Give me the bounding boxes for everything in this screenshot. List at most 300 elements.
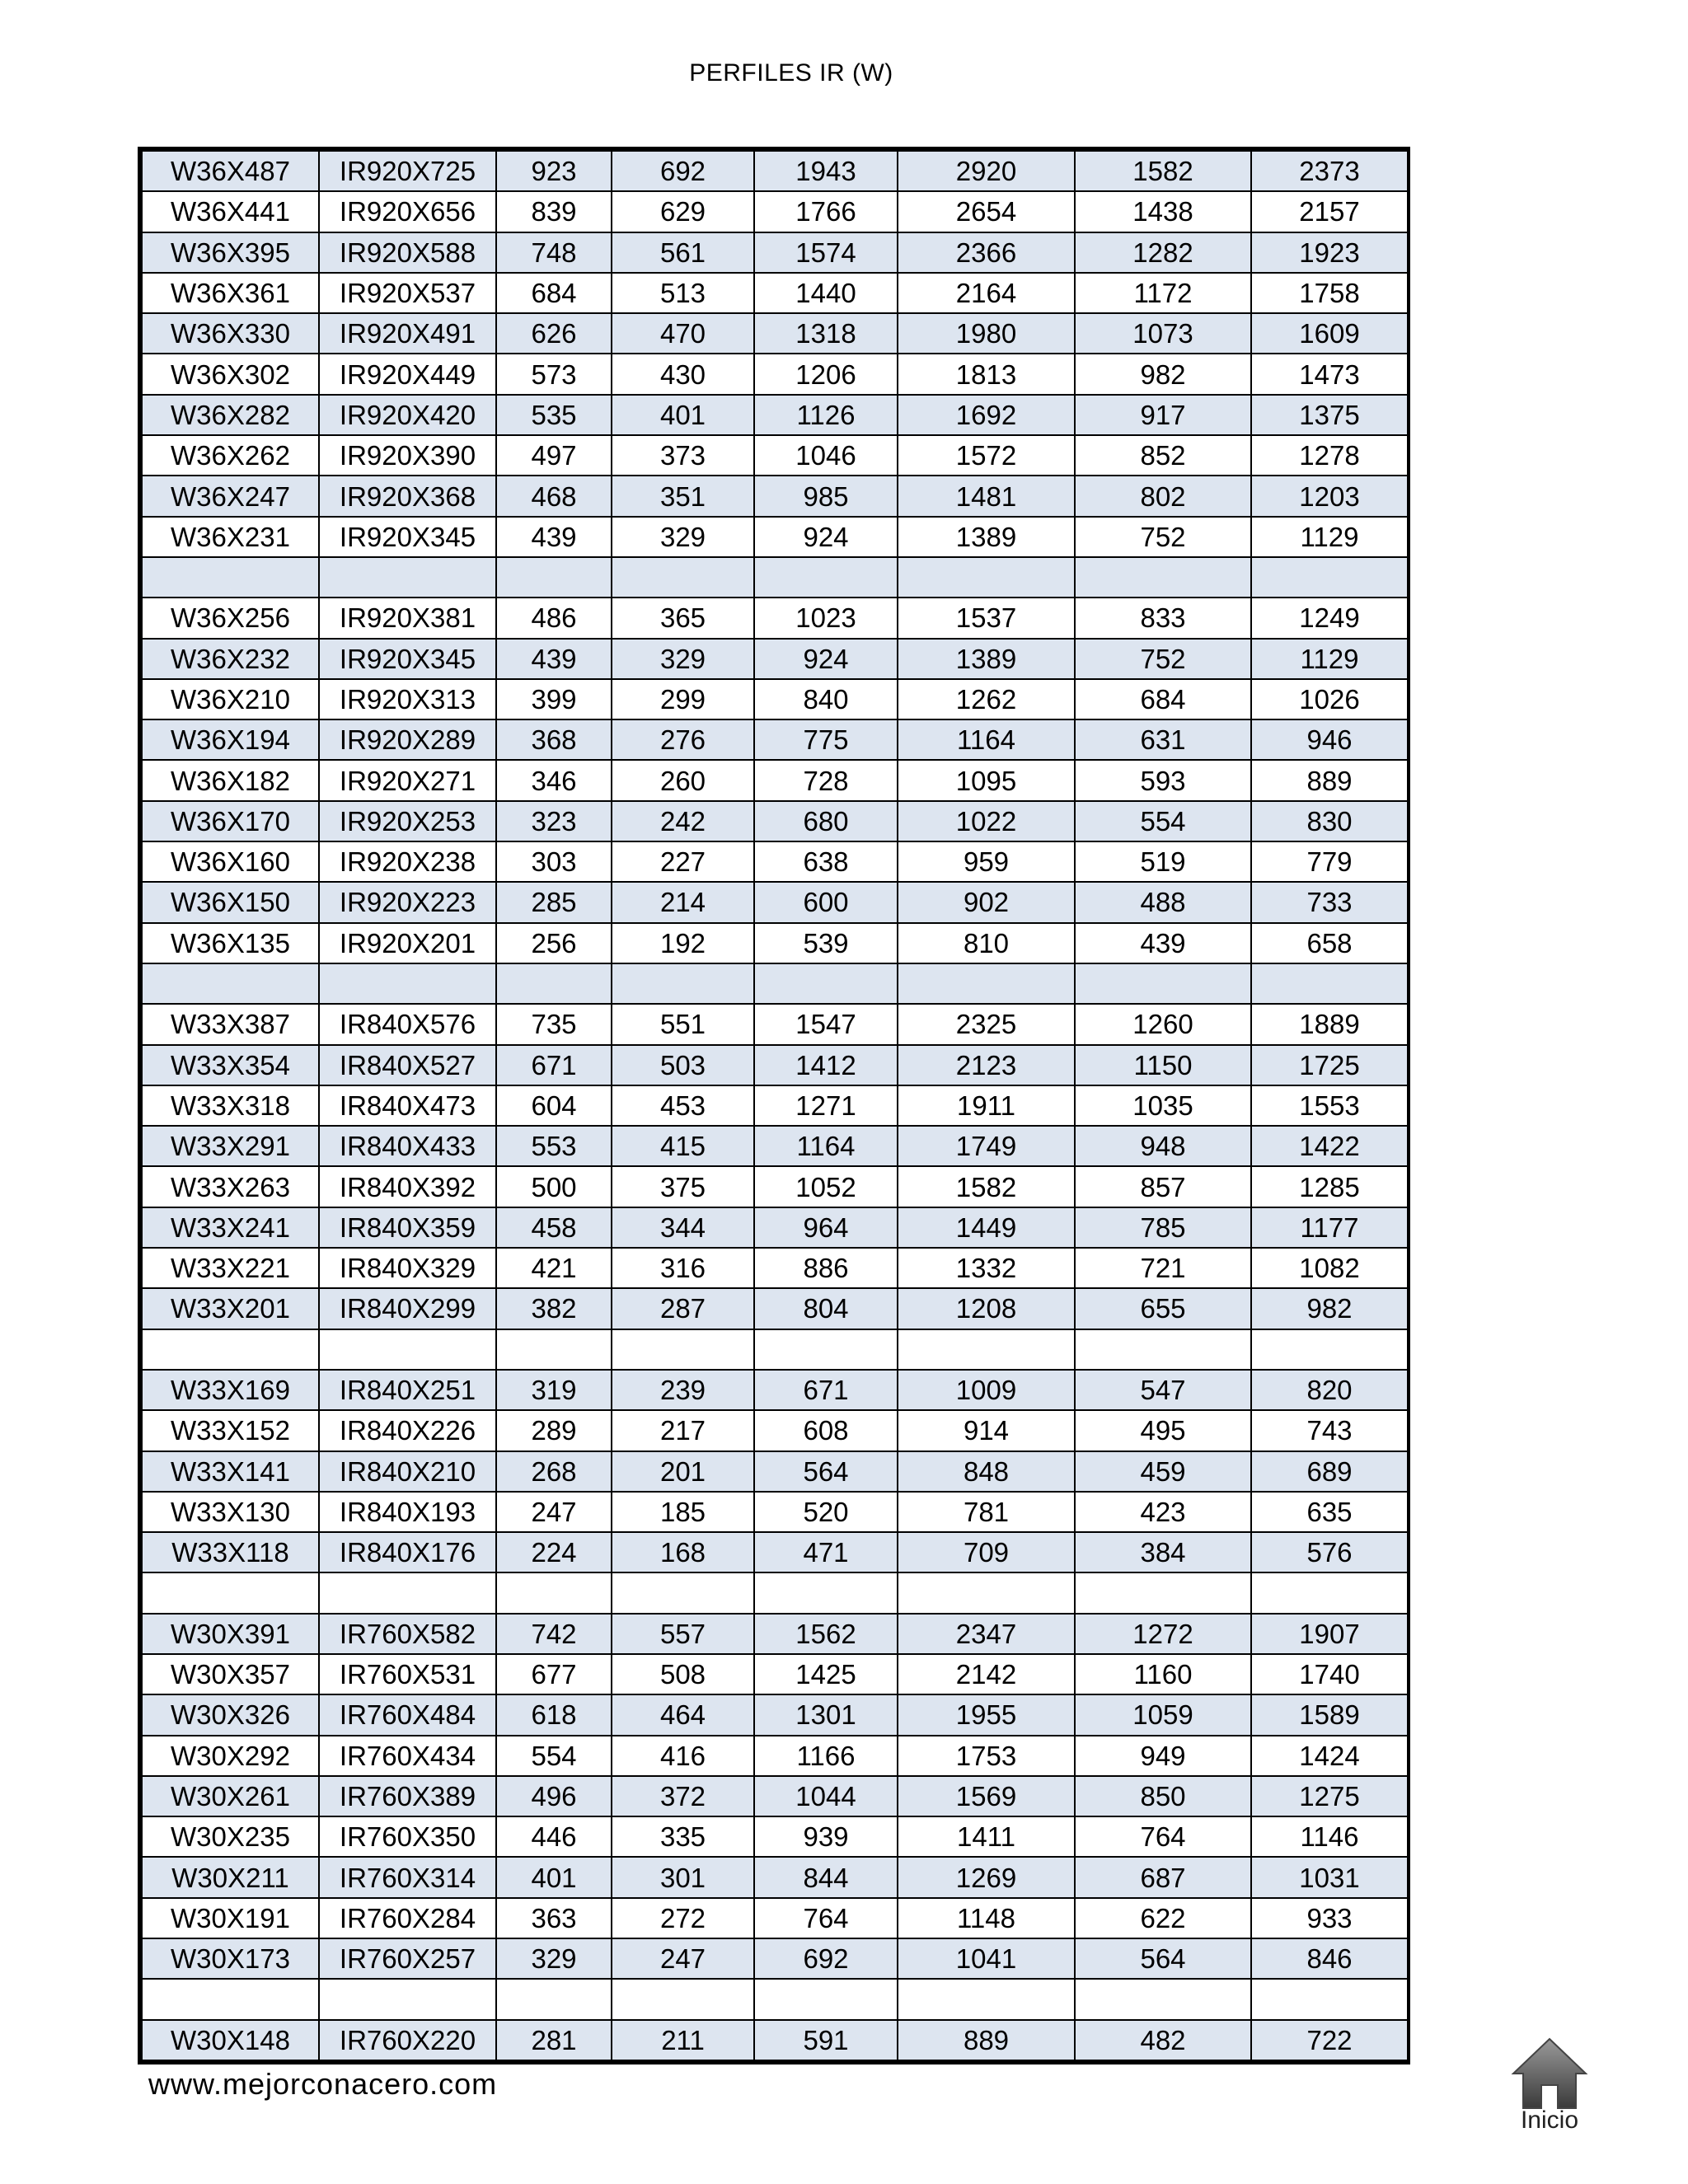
table-cell: IR840X473 bbox=[319, 1085, 496, 1126]
table-cell: 933 bbox=[1251, 1898, 1408, 1938]
table-cell: 268 bbox=[496, 1451, 612, 1492]
table-cell: 839 bbox=[496, 191, 612, 232]
table-row bbox=[142, 273, 1408, 313]
table-row bbox=[142, 1736, 1408, 1776]
table-cell: 1009 bbox=[898, 1370, 1075, 1410]
table-cell: 677 bbox=[496, 1654, 612, 1694]
table-cell: 319 bbox=[496, 1370, 612, 1410]
table-cell: 692 bbox=[754, 1938, 898, 1979]
table-row bbox=[142, 517, 1408, 557]
table-cell: IR920X381 bbox=[319, 598, 496, 638]
table-cell: 421 bbox=[496, 1248, 612, 1288]
table-cell: W30X211 bbox=[142, 1857, 319, 1897]
table-row bbox=[142, 395, 1408, 435]
table-cell: W36X194 bbox=[142, 719, 319, 760]
table-cell bbox=[1251, 1329, 1408, 1370]
table-cell bbox=[1075, 1979, 1251, 2019]
table-row bbox=[142, 801, 1408, 841]
table-cell: 886 bbox=[754, 1248, 898, 1288]
table-cell: IR920X656 bbox=[319, 191, 496, 232]
table-cell: 329 bbox=[612, 639, 754, 679]
table-cell: W30X173 bbox=[142, 1938, 319, 1979]
table-cell: IR760X531 bbox=[319, 1654, 496, 1694]
table-cell: 1082 bbox=[1251, 1248, 1408, 1288]
table-cell: 946 bbox=[1251, 719, 1408, 760]
table-cell: 622 bbox=[1075, 1898, 1251, 1938]
table-cell bbox=[142, 963, 319, 1004]
table-cell: 351 bbox=[612, 476, 754, 516]
table-cell: W36X135 bbox=[142, 923, 319, 963]
table-cell: W33X354 bbox=[142, 1045, 319, 1085]
table-cell bbox=[898, 1329, 1075, 1370]
table-cell: 1740 bbox=[1251, 1654, 1408, 1694]
table-cell: 1424 bbox=[1251, 1736, 1408, 1776]
table-cell: W36X262 bbox=[142, 435, 319, 476]
table-cell bbox=[898, 1572, 1075, 1613]
table-row bbox=[142, 1492, 1408, 1532]
table-cell: 503 bbox=[612, 1045, 754, 1085]
table-cell: 802 bbox=[1075, 476, 1251, 516]
table-row bbox=[142, 679, 1408, 719]
table-cell: 1073 bbox=[1075, 313, 1251, 354]
table-cell: IR920X289 bbox=[319, 719, 496, 760]
table-cell: W36X210 bbox=[142, 679, 319, 719]
table-cell: IR920X537 bbox=[319, 273, 496, 313]
table-cell: 1553 bbox=[1251, 1085, 1408, 1126]
home-button[interactable] bbox=[1496, 2036, 1603, 2143]
table-cell: 722 bbox=[1251, 2020, 1408, 2060]
table-row bbox=[142, 841, 1408, 882]
table-cell: W30X148 bbox=[142, 2020, 319, 2060]
table-cell: IR760X582 bbox=[319, 1614, 496, 1654]
table-cell: 214 bbox=[612, 882, 754, 922]
table-cell: 830 bbox=[1251, 801, 1408, 841]
table-cell: 1692 bbox=[898, 395, 1075, 435]
table-cell: 833 bbox=[1075, 598, 1251, 638]
table-cell: 247 bbox=[612, 1938, 754, 1979]
table-cell: IR840X392 bbox=[319, 1166, 496, 1207]
table-cell: 1569 bbox=[898, 1776, 1075, 1816]
page-title: PERFILES IR (W) bbox=[689, 59, 893, 87]
table-cell: W30X292 bbox=[142, 1736, 319, 1776]
table-cell: 1164 bbox=[754, 1126, 898, 1166]
table-cell: 1318 bbox=[754, 313, 898, 354]
table-cell: 1026 bbox=[1251, 679, 1408, 719]
table-cell: 535 bbox=[496, 395, 612, 435]
table-cell: 368 bbox=[496, 719, 612, 760]
table-cell: 1766 bbox=[754, 191, 898, 232]
table-cell: 1943 bbox=[754, 151, 898, 191]
table-cell: IR920X345 bbox=[319, 517, 496, 557]
table-cell: 329 bbox=[612, 517, 754, 557]
table-row bbox=[142, 1938, 1408, 1979]
table-cell: 482 bbox=[1075, 2020, 1251, 2060]
table-cell: IR840X210 bbox=[319, 1451, 496, 1492]
table-cell: 1449 bbox=[898, 1207, 1075, 1248]
table-cell: 316 bbox=[612, 1248, 754, 1288]
table-cell: 1272 bbox=[1075, 1614, 1251, 1654]
table-cell: W33X221 bbox=[142, 1248, 319, 1288]
table-row bbox=[142, 1329, 1408, 1370]
table-cell: 752 bbox=[1075, 517, 1251, 557]
table-cell: 430 bbox=[612, 354, 754, 394]
table-cell: 1177 bbox=[1251, 1207, 1408, 1248]
table-cell bbox=[496, 1329, 612, 1370]
table-cell: 1955 bbox=[898, 1694, 1075, 1735]
table-cell: 1753 bbox=[898, 1736, 1075, 1776]
table-cell: 576 bbox=[1251, 1532, 1408, 1572]
table-cell: 508 bbox=[612, 1654, 754, 1694]
table-cell: 401 bbox=[612, 395, 754, 435]
table-cell: 618 bbox=[496, 1694, 612, 1735]
table-cell: 553 bbox=[496, 1126, 612, 1166]
table-cell: 1440 bbox=[754, 273, 898, 313]
table-cell: 301 bbox=[612, 1857, 754, 1897]
table-cell bbox=[612, 557, 754, 598]
table-cell: W36X170 bbox=[142, 801, 319, 841]
table-cell: 471 bbox=[754, 1532, 898, 1572]
table-cell: 287 bbox=[612, 1288, 754, 1329]
table-cell bbox=[142, 557, 319, 598]
table-cell: W36X282 bbox=[142, 395, 319, 435]
table-cell bbox=[142, 1572, 319, 1613]
table-cell: W30X235 bbox=[142, 1816, 319, 1857]
table-cell: 852 bbox=[1075, 435, 1251, 476]
table-cell bbox=[1075, 1329, 1251, 1370]
table-cell: 924 bbox=[754, 517, 898, 557]
table-cell: 561 bbox=[612, 232, 754, 273]
table-cell: 2347 bbox=[898, 1614, 1075, 1654]
table-cell: 848 bbox=[898, 1451, 1075, 1492]
table-cell: 201 bbox=[612, 1451, 754, 1492]
table-row bbox=[142, 557, 1408, 598]
table-cell: 591 bbox=[754, 2020, 898, 2060]
table-cell: 764 bbox=[1075, 1816, 1251, 1857]
table-cell: 1023 bbox=[754, 598, 898, 638]
table-cell: 458 bbox=[496, 1207, 612, 1248]
table-cell: 513 bbox=[612, 273, 754, 313]
table-cell: W30X326 bbox=[142, 1694, 319, 1735]
table-cell: 453 bbox=[612, 1085, 754, 1126]
table-cell: 671 bbox=[754, 1370, 898, 1410]
table-cell: 1582 bbox=[1075, 151, 1251, 191]
table-cell: W36X395 bbox=[142, 232, 319, 273]
table-cell: 551 bbox=[612, 1004, 754, 1044]
table-cell: 1269 bbox=[898, 1857, 1075, 1897]
table-cell: 923 bbox=[496, 151, 612, 191]
table-cell: 1203 bbox=[1251, 476, 1408, 516]
table-cell: 1389 bbox=[898, 639, 1075, 679]
table-cell: 1412 bbox=[754, 1045, 898, 1085]
table-cell: W36X231 bbox=[142, 517, 319, 557]
table-cell: W33X169 bbox=[142, 1370, 319, 1410]
table-cell: 1574 bbox=[754, 232, 898, 273]
table-cell: 495 bbox=[1075, 1410, 1251, 1451]
table-row bbox=[142, 1126, 1408, 1166]
table-cell: 224 bbox=[496, 1532, 612, 1572]
table-cell bbox=[754, 1979, 898, 2019]
table-cell: 733 bbox=[1251, 882, 1408, 922]
table-cell: 593 bbox=[1075, 760, 1251, 800]
table-cell: 1059 bbox=[1075, 1694, 1251, 1735]
table-cell: 557 bbox=[612, 1614, 754, 1654]
table-cell: 1537 bbox=[898, 598, 1075, 638]
table-cell bbox=[898, 557, 1075, 598]
table-cell: W33X141 bbox=[142, 1451, 319, 1492]
table-cell: 1275 bbox=[1251, 1776, 1408, 1816]
table-cell: 185 bbox=[612, 1492, 754, 1532]
table-cell: 775 bbox=[754, 719, 898, 760]
table-cell: 2123 bbox=[898, 1045, 1075, 1085]
table-row bbox=[142, 1776, 1408, 1816]
table-row bbox=[142, 1572, 1408, 1613]
table-cell: 857 bbox=[1075, 1166, 1251, 1207]
table-cell: 684 bbox=[496, 273, 612, 313]
table-cell: 1166 bbox=[754, 1736, 898, 1776]
table-cell: IR840X226 bbox=[319, 1410, 496, 1451]
table-row bbox=[142, 882, 1408, 922]
table-cell: 519 bbox=[1075, 841, 1251, 882]
table-cell: IR840X433 bbox=[319, 1126, 496, 1166]
table-cell bbox=[319, 963, 496, 1004]
table-cell: 1889 bbox=[1251, 1004, 1408, 1044]
table-cell: 850 bbox=[1075, 1776, 1251, 1816]
table-cell: 709 bbox=[898, 1532, 1075, 1572]
table-cell: 735 bbox=[496, 1004, 612, 1044]
table-cell: 399 bbox=[496, 679, 612, 719]
table-cell bbox=[496, 1979, 612, 2019]
table-cell: 192 bbox=[612, 923, 754, 963]
table-row bbox=[142, 963, 1408, 1004]
table-cell: 1206 bbox=[754, 354, 898, 394]
table-cell: 1129 bbox=[1251, 517, 1408, 557]
table-cell: 1260 bbox=[1075, 1004, 1251, 1044]
table-cell: 1923 bbox=[1251, 232, 1408, 273]
table-cell: 1473 bbox=[1251, 354, 1408, 394]
table-cell: 810 bbox=[898, 923, 1075, 963]
table-cell: 247 bbox=[496, 1492, 612, 1532]
table-cell: 2373 bbox=[1251, 151, 1408, 191]
table-cell bbox=[754, 1572, 898, 1613]
home-icon bbox=[1510, 2036, 1589, 2111]
table-cell bbox=[496, 1572, 612, 1613]
table-cell: IR760X314 bbox=[319, 1857, 496, 1897]
profiles-table bbox=[138, 147, 1410, 2064]
table-cell: IR920X271 bbox=[319, 760, 496, 800]
table-cell: 629 bbox=[612, 191, 754, 232]
table-cell: 1758 bbox=[1251, 273, 1408, 313]
table-cell: 804 bbox=[754, 1288, 898, 1329]
table-cell: W36X247 bbox=[142, 476, 319, 516]
table-cell: 655 bbox=[1075, 1288, 1251, 1329]
table-cell: IR920X313 bbox=[319, 679, 496, 719]
table-row bbox=[142, 1004, 1408, 1044]
table-row bbox=[142, 1045, 1408, 1085]
table-cell: 289 bbox=[496, 1410, 612, 1451]
table-cell bbox=[319, 1979, 496, 2019]
table-cell: 2366 bbox=[898, 232, 1075, 273]
table-row bbox=[142, 1816, 1408, 1857]
table-cell: W30X391 bbox=[142, 1614, 319, 1654]
table-cell: 299 bbox=[612, 679, 754, 719]
table-cell: 1907 bbox=[1251, 1614, 1408, 1654]
table-cell: 1160 bbox=[1075, 1654, 1251, 1694]
table-cell: W30X191 bbox=[142, 1898, 319, 1938]
table-cell: 439 bbox=[496, 639, 612, 679]
table-row bbox=[142, 1166, 1408, 1207]
table-cell: 949 bbox=[1075, 1736, 1251, 1776]
table-cell: IR920X725 bbox=[319, 151, 496, 191]
table-cell bbox=[319, 1572, 496, 1613]
table-cell: 658 bbox=[1251, 923, 1408, 963]
table-cell: 539 bbox=[754, 923, 898, 963]
table-cell: IR920X201 bbox=[319, 923, 496, 963]
table-cell bbox=[612, 963, 754, 1004]
table-cell: 1172 bbox=[1075, 273, 1251, 313]
table-row bbox=[142, 2020, 1408, 2060]
table-cell: 1481 bbox=[898, 476, 1075, 516]
table-cell: 415 bbox=[612, 1126, 754, 1166]
table-cell: 329 bbox=[496, 1938, 612, 1979]
table-row bbox=[142, 1979, 1408, 2019]
table-cell: 256 bbox=[496, 923, 612, 963]
table-row bbox=[142, 1248, 1408, 1288]
table-cell bbox=[142, 1329, 319, 1370]
table-cell: 1278 bbox=[1251, 435, 1408, 476]
table-cell: 689 bbox=[1251, 1451, 1408, 1492]
table-cell: W36X361 bbox=[142, 273, 319, 313]
table-cell: IR760X284 bbox=[319, 1898, 496, 1938]
table-cell bbox=[496, 963, 612, 1004]
table-row bbox=[142, 313, 1408, 354]
table-cell: 959 bbox=[898, 841, 1075, 882]
table-row bbox=[142, 1288, 1408, 1329]
table-cell: W36X160 bbox=[142, 841, 319, 882]
table-cell: 687 bbox=[1075, 1857, 1251, 1897]
table-cell: 1164 bbox=[898, 719, 1075, 760]
table-cell: 1271 bbox=[754, 1085, 898, 1126]
table-cell: 1282 bbox=[1075, 232, 1251, 273]
table-cell: 781 bbox=[898, 1492, 1075, 1532]
table-cell: 1129 bbox=[1251, 639, 1408, 679]
table-row bbox=[142, 1370, 1408, 1410]
table-cell: IR920X420 bbox=[319, 395, 496, 435]
table-cell: 384 bbox=[1075, 1532, 1251, 1572]
table-cell: 1146 bbox=[1251, 1816, 1408, 1857]
table-cell: 1046 bbox=[754, 435, 898, 476]
table-cell: 459 bbox=[1075, 1451, 1251, 1492]
table-cell: 1095 bbox=[898, 760, 1075, 800]
table-row bbox=[142, 1857, 1408, 1897]
table-row bbox=[142, 1614, 1408, 1654]
table-row bbox=[142, 1898, 1408, 1938]
table-cell bbox=[898, 1979, 1075, 2019]
table-cell: 600 bbox=[754, 882, 898, 922]
table-cell: 1582 bbox=[898, 1166, 1075, 1207]
table-cell bbox=[496, 557, 612, 598]
table-cell: 964 bbox=[754, 1207, 898, 1248]
table-cell: W36X330 bbox=[142, 313, 319, 354]
home-label: Inicio bbox=[1520, 2107, 1579, 2134]
table-cell: IR920X390 bbox=[319, 435, 496, 476]
table-cell: 1589 bbox=[1251, 1694, 1408, 1735]
table-cell: 1148 bbox=[898, 1898, 1075, 1938]
table-cell: W30X357 bbox=[142, 1654, 319, 1694]
table-cell: 1022 bbox=[898, 801, 1075, 841]
table-cell: W33X201 bbox=[142, 1288, 319, 1329]
table-cell: 2325 bbox=[898, 1004, 1075, 1044]
table-cell: 1044 bbox=[754, 1776, 898, 1816]
table-cell: 1425 bbox=[754, 1654, 898, 1694]
table-cell: 846 bbox=[1251, 1938, 1408, 1979]
data-table bbox=[141, 150, 1409, 2061]
table-cell: W33X152 bbox=[142, 1410, 319, 1451]
table-cell bbox=[612, 1979, 754, 2019]
table-cell: IR920X253 bbox=[319, 801, 496, 841]
table-cell: 416 bbox=[612, 1736, 754, 1776]
table-row bbox=[142, 923, 1408, 963]
table-cell: W33X118 bbox=[142, 1532, 319, 1572]
table-cell: IR840X576 bbox=[319, 1004, 496, 1044]
table-cell: 372 bbox=[612, 1776, 754, 1816]
table-cell: IR920X588 bbox=[319, 232, 496, 273]
table-cell bbox=[612, 1329, 754, 1370]
table-row bbox=[142, 1410, 1408, 1451]
table-cell: 500 bbox=[496, 1166, 612, 1207]
table-cell: 468 bbox=[496, 476, 612, 516]
table-cell: W36X441 bbox=[142, 191, 319, 232]
table-cell: 346 bbox=[496, 760, 612, 800]
table-cell: 982 bbox=[1075, 354, 1251, 394]
table-row bbox=[142, 598, 1408, 638]
table-row bbox=[142, 1694, 1408, 1735]
table-cell: 276 bbox=[612, 719, 754, 760]
table-row bbox=[142, 1654, 1408, 1694]
table-cell: 272 bbox=[612, 1898, 754, 1938]
table-cell: 211 bbox=[612, 2020, 754, 2060]
table-cell: IR760X389 bbox=[319, 1776, 496, 1816]
table-cell: 1813 bbox=[898, 354, 1075, 394]
table-cell: W33X241 bbox=[142, 1207, 319, 1248]
table-cell: IR840X176 bbox=[319, 1532, 496, 1572]
table-cell: 423 bbox=[1075, 1492, 1251, 1532]
table-cell bbox=[1251, 963, 1408, 1004]
table-cell: 227 bbox=[612, 841, 754, 882]
table-cell: 1547 bbox=[754, 1004, 898, 1044]
table-cell: 217 bbox=[612, 1410, 754, 1451]
table-cell: 470 bbox=[612, 313, 754, 354]
table-cell: W33X387 bbox=[142, 1004, 319, 1044]
table-cell: 373 bbox=[612, 435, 754, 476]
table-cell bbox=[898, 963, 1075, 1004]
table-row bbox=[142, 151, 1408, 191]
table-cell: 1980 bbox=[898, 313, 1075, 354]
website-link[interactable]: www.mejorconacero.com bbox=[148, 2067, 498, 2101]
table-cell: 748 bbox=[496, 232, 612, 273]
table-row bbox=[142, 476, 1408, 516]
table-row bbox=[142, 1207, 1408, 1248]
table-cell bbox=[1075, 1572, 1251, 1613]
table-cell: 401 bbox=[496, 1857, 612, 1897]
table-cell: W36X150 bbox=[142, 882, 319, 922]
table-cell bbox=[319, 557, 496, 598]
table-cell bbox=[754, 963, 898, 1004]
table-cell: IR760X434 bbox=[319, 1736, 496, 1776]
table-cell bbox=[754, 1329, 898, 1370]
table-cell: 1285 bbox=[1251, 1166, 1408, 1207]
table-cell: 635 bbox=[1251, 1492, 1408, 1532]
table-cell bbox=[319, 1329, 496, 1370]
